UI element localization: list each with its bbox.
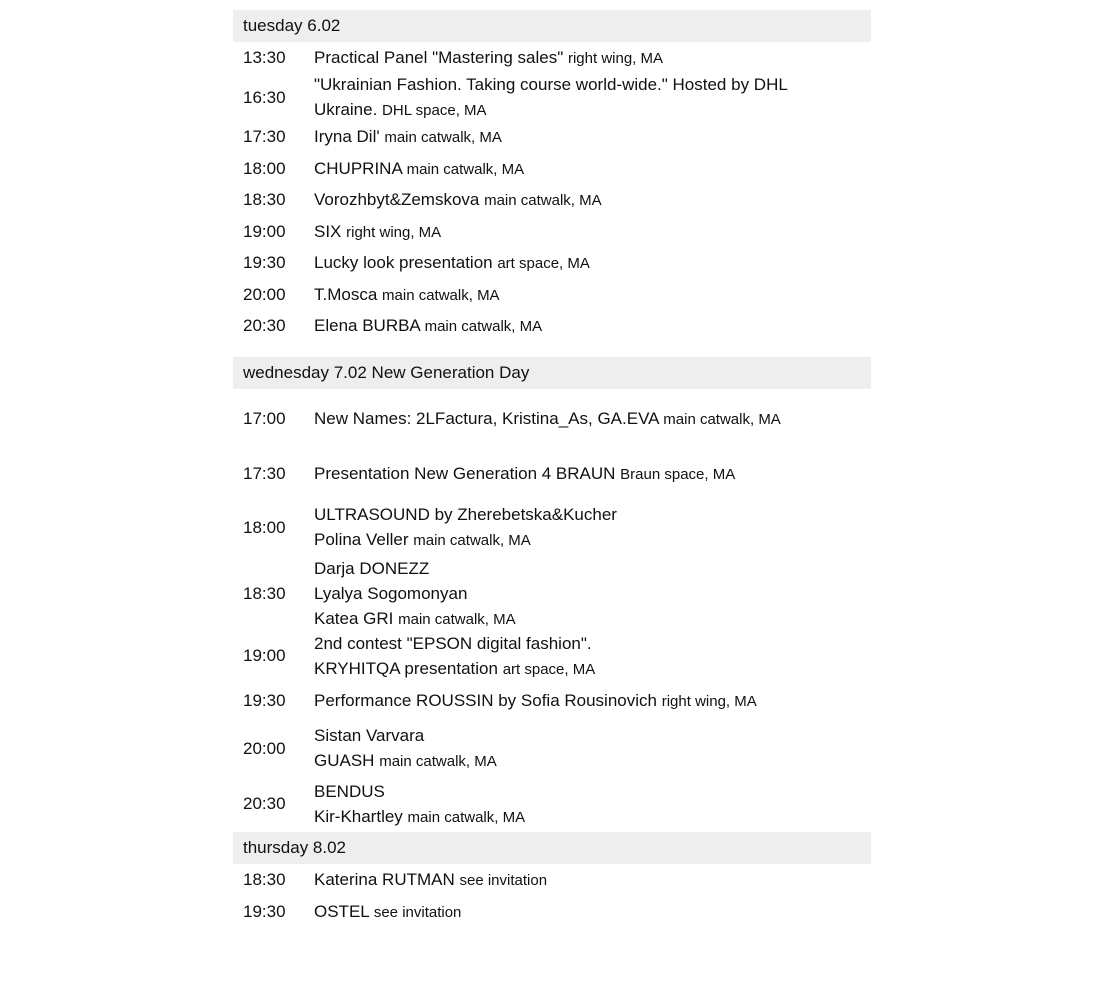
entry-time: 19:30 [243,253,286,272]
entry-event [314,461,735,487]
entry-time: 20:00 [243,284,286,304]
entry-time: 18:30 [243,190,286,209]
event-location: main catwalk, MA [384,129,502,146]
schedule-entry [233,279,871,310]
event-location: Braun space, MA [620,466,736,483]
event-line: New Names: 2LFactura, Kristina_As, GA.EVA main catwalk, MA [314,409,781,428]
event-line: KRYHITQA presentation art space, MA [314,658,596,678]
entry-time: 19:30 [243,691,286,710]
entry-event [314,723,497,774]
event-line: Practical Panel "Mastering sales" right wing, MA [314,48,664,67]
event-line: Ukraine. DHL space, MA [314,100,487,119]
schedule-entry [233,389,871,449]
event-location: see invitation [459,872,548,889]
schedule-entry [233,42,871,74]
event-line: Kir-Khartley main catwalk, MA [314,806,526,826]
entry-event [314,72,788,123]
event-location: right wing, MA [346,223,442,241]
entry-time: 18:00 [243,158,286,178]
entry-time: 18:30 [243,870,286,889]
entry-time: 17:30 [243,127,286,146]
schedule-entry [233,499,871,556]
entry-time: 19:00 [243,221,286,241]
event-location: see invitation [373,904,462,921]
event-location: right wing, MA [661,693,757,710]
event-line: Presentation New Generation 4 BRAUN Braun space, MA [314,464,736,483]
event-line: 2nd contest "EPSON digital fashion". [314,633,592,653]
entry-time: 17:30 [243,464,286,483]
day-section-tuesday [233,10,871,357]
schedule-entry [233,776,871,832]
day-section-thursday [233,832,871,928]
event-location: right wing, MA [567,50,664,67]
day-header: wednesday 7.02 New Generation Day [233,357,871,389]
entry-time: 20:30 [243,794,286,813]
event-line: Performance ROUSSIN by Sofia Rousinovich right wing, MA [314,691,757,710]
event-line: Sistan Varvara [314,726,425,745]
entry-event [314,406,781,432]
entry-time: 20:00 [243,738,286,758]
schedule-entry [233,896,871,928]
schedule-entry [233,184,871,216]
event-line: Polina Veller main catwalk, MA [314,530,531,549]
entry-time: 18:30 [243,583,286,603]
entry-event [314,156,524,182]
entry-event [314,899,461,925]
day-section-wednesday [233,357,871,832]
event-line: OSTEL see invitation [314,902,462,921]
schedule-document [233,10,871,928]
event-location: main catwalk, MA [398,610,516,628]
entry-event [314,502,617,553]
event-location: art space, MA [502,660,596,678]
event-line: CHUPRINA main catwalk, MA [314,158,525,178]
event-location: main catwalk, MA [379,753,497,770]
schedule-entry [233,216,871,247]
entry-event [314,45,663,71]
entry-event [314,556,516,632]
entry-event [314,779,525,830]
event-line: Vorozhbyt&Zemskova main catwalk, MA [314,190,602,209]
event-location: DHL space, MA [382,102,487,119]
day-header: tuesday 6.02 [233,10,871,42]
entry-time: 17:00 [243,409,286,428]
entry-time: 20:30 [243,316,286,335]
entry-time: 19:30 [243,902,286,921]
event-line: Katerina RUTMAN see invitation [314,870,548,889]
event-line: ULTRASOUND by Zherebetska&Kucher [314,505,617,524]
entry-event [314,282,500,308]
entry-event [314,124,502,150]
entry-event [314,631,595,682]
schedule-entry [233,864,871,896]
entry-time: 19:00 [243,646,286,665]
entry-event [314,250,590,276]
event-line: Lyalya Sogomonyan [314,583,468,603]
entry-event [314,219,441,245]
event-line: Katea GRI main catwalk, MA [314,608,516,628]
schedule-entry [233,631,871,681]
event-line: Lucky look presentation art space, MA [314,253,590,272]
event-line: Iryna Dil' main catwalk, MA [314,127,502,146]
schedule-entry [233,153,871,184]
schedule-entry [233,556,871,631]
schedule-entry [233,74,871,121]
event-location: main catwalk, MA [484,192,602,209]
event-location: main catwalk, MA [407,808,526,826]
event-line: "Ukrainian Fashion. Taking course world-wide." Hosted by DHL [314,75,788,94]
event-location: main catwalk, MA [406,160,525,178]
entry-event [314,187,602,213]
event-location: art space, MA [497,255,590,272]
entry-time: 16:30 [243,87,286,107]
event-line: BENDUS [314,781,385,801]
schedule-entry [233,449,871,499]
schedule-entry [233,310,871,342]
schedule-entry [233,247,871,279]
entry-time: 18:00 [243,517,286,537]
entry-event [314,688,757,714]
event-line: GUASH main catwalk, MA [314,751,497,770]
entry-time: 13:30 [243,48,286,67]
day-header: thursday 8.02 [233,832,871,864]
event-line: T.Mosca main catwalk, MA [314,284,500,304]
entry-event [314,313,542,339]
event-location: main catwalk, MA [413,532,531,549]
event-location: main catwalk, MA [424,318,543,335]
schedule-entry [233,721,871,776]
schedule-entry [233,681,871,721]
event-line: Elena BURBA main catwalk, MA [314,316,543,335]
event-line: Darja DONEZZ [314,558,430,578]
event-location: main catwalk, MA [382,286,500,304]
schedule-entry [233,121,871,153]
event-location: main catwalk, MA [663,411,781,428]
event-line: SIX right wing, MA [314,221,442,241]
entry-event [314,867,547,893]
